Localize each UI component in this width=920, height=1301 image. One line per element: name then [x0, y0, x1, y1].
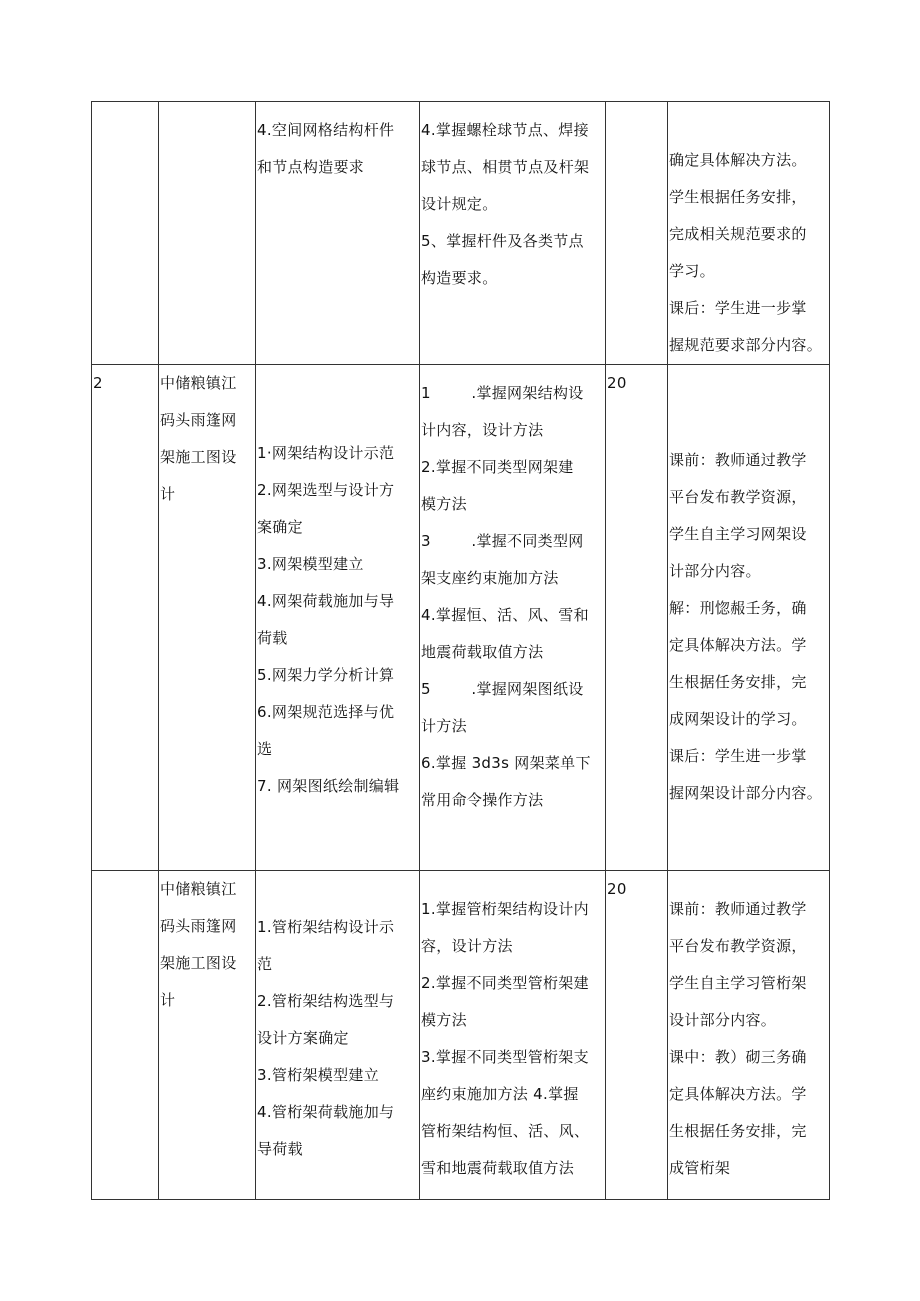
goal-line: 2.掌握不同类型管桁架建: [421, 974, 589, 992]
method-line: 学生自主学习管桁架: [669, 974, 807, 992]
cell-method: [668, 871, 830, 1200]
project-line: 架施工图设: [160, 448, 237, 466]
content-line: 7. 网架图纸绘制编辑: [257, 777, 400, 795]
goal-line: 架支座约束施加方法: [421, 569, 559, 587]
goal-line: 地震荷载取值方法: [421, 643, 544, 661]
content-line: 2.网架选型与设计方: [257, 481, 395, 499]
method-line: 确定具体解决方法。: [669, 151, 807, 169]
method-line: 设计部分内容。: [669, 1011, 777, 1029]
project-line: 中储粮镇江: [160, 374, 237, 392]
goal-line: 4.掌握恒、活、风、雪和: [421, 606, 589, 624]
cell-hours: 20: [606, 365, 668, 871]
goal-line: 常用命令操作方法: [421, 791, 544, 809]
goal-line: 3 .掌握不同类型网: [421, 532, 584, 550]
content-line: 6.网架规范选择与优: [257, 703, 395, 721]
method-line: 成管桁架: [669, 1159, 731, 1177]
method-line: 学生根据任务安排，: [669, 188, 807, 206]
table-row: [92, 871, 830, 1200]
cell-project: [159, 871, 256, 1200]
goal-line: 2.掌握不同类型网架建: [421, 458, 574, 476]
method-line: 解：刑惚赧壬务，确: [669, 599, 807, 617]
goal-line: 5 .掌握网架图纸设: [421, 680, 584, 698]
content-line: 设计方案确定: [257, 1029, 349, 1047]
content-line: 范: [257, 955, 273, 973]
method-line: 学习。: [669, 262, 715, 280]
content-line: 3.管桁架模型建立: [257, 1066, 380, 1084]
content-line: 荷载: [257, 629, 288, 647]
project-line: 码头雨篷网: [160, 917, 237, 935]
cell-content: [256, 365, 420, 871]
project-line: 架施工图设: [160, 954, 237, 972]
goal-line: 3.掌握不同类型管桁架支: [421, 1048, 589, 1066]
method-line: 完成相关规范要求的: [669, 225, 807, 243]
goal-line: 容，设计方法: [421, 937, 513, 955]
content-line: 4.空间网格结构杆件: [257, 121, 395, 139]
content-line: 和节点构造要求: [257, 158, 365, 176]
project-line: 计: [160, 991, 176, 1009]
goal-line: 雪和地震荷载取值方法: [421, 1159, 575, 1177]
method-line: 成网架设计的学习。: [669, 710, 807, 728]
content-line: 案确定: [257, 518, 303, 536]
cell-number: [92, 102, 159, 365]
goal-line: 设计规定。: [421, 195, 498, 213]
cell-hours: 20: [606, 871, 668, 1200]
project-line: 码头雨篷网: [160, 411, 237, 429]
method-line: 平台发布教学资源，: [669, 937, 807, 955]
content-line: 1.管桁架结构设计示: [257, 918, 395, 936]
content-line: 4.管桁架荷载施加与: [257, 1103, 395, 1121]
table-row: [92, 365, 830, 871]
goal-line: 模方法: [421, 1011, 467, 1029]
method-line: 课后：学生进一步掌: [669, 299, 807, 317]
goal-line: 管桁架结构恒、活、风、: [421, 1122, 590, 1140]
project-line: 计: [160, 485, 176, 503]
cell-content: [256, 102, 420, 365]
goal-line: 1 .掌握网架结构设: [421, 384, 584, 402]
goal-line: 6.掌握 3d3s 网架菜单下: [421, 754, 591, 772]
goal-line: 计内容，设计方法: [421, 421, 544, 439]
course-plan-table: [91, 101, 830, 1200]
content-line: 4.网架荷载施加与导: [257, 592, 395, 610]
cell-goals: [420, 871, 606, 1200]
method-line: 课后：学生进一步掌: [669, 747, 807, 765]
method-line: 课前：教师通过教学: [669, 451, 807, 469]
method-line: 学生自主学习网架设: [669, 525, 807, 543]
method-line: 握规范要求部分内容。: [669, 336, 823, 354]
method-line: 生根据任务安排，完: [669, 1122, 807, 1140]
method-line: 握网架设计部分内容。: [669, 784, 823, 802]
method-line: 课前：教师通过教学: [669, 900, 807, 918]
goal-line: 座约束施加方法 4.掌握: [421, 1085, 579, 1103]
content-line: 导荷载: [257, 1140, 303, 1158]
method-line: 生根据任务安排，完: [669, 673, 807, 691]
content-line: 选: [257, 740, 273, 758]
goal-line: 计方法: [421, 717, 467, 735]
content-line: 3.网架模型建立: [257, 555, 364, 573]
cell-project: [159, 365, 256, 871]
cell-number: 2: [92, 365, 159, 871]
cell-method: [668, 102, 830, 365]
content-line: 2.管桁架结构选型与: [257, 992, 395, 1010]
goal-line: 4.掌握螺栓球节点、焊接: [421, 121, 589, 139]
goal-line: 1.掌握管桁架结构设计内: [421, 900, 589, 918]
cell-content: [256, 871, 420, 1200]
method-line: 平台发布教学资源，: [669, 488, 807, 506]
content-line: 5.网架力学分析计算: [257, 666, 395, 684]
goal-line: 构造要求。: [421, 269, 498, 287]
method-line: 课中：教）砌三务确: [669, 1048, 807, 1066]
method-line: 计部分内容。: [669, 562, 761, 580]
cell-project: [159, 102, 256, 365]
cell-goals: [420, 365, 606, 871]
method-line: 定具体解决方法。学: [669, 636, 807, 654]
goal-line: 模方法: [421, 495, 467, 513]
content-line: 1·网架结构设计示范: [257, 444, 395, 462]
goal-line: 球节点、相贯节点及杆架: [421, 158, 590, 176]
cell-goals: [420, 102, 606, 365]
table-row: [92, 102, 830, 365]
cell-method: [668, 365, 830, 871]
method-line: 定具体解决方法。学: [669, 1085, 807, 1103]
project-line: 中储粮镇江: [160, 880, 237, 898]
cell-hours: [606, 102, 668, 365]
cell-number: [92, 871, 159, 1200]
goal-line: 5、掌握杆件及各类节点: [421, 232, 584, 250]
